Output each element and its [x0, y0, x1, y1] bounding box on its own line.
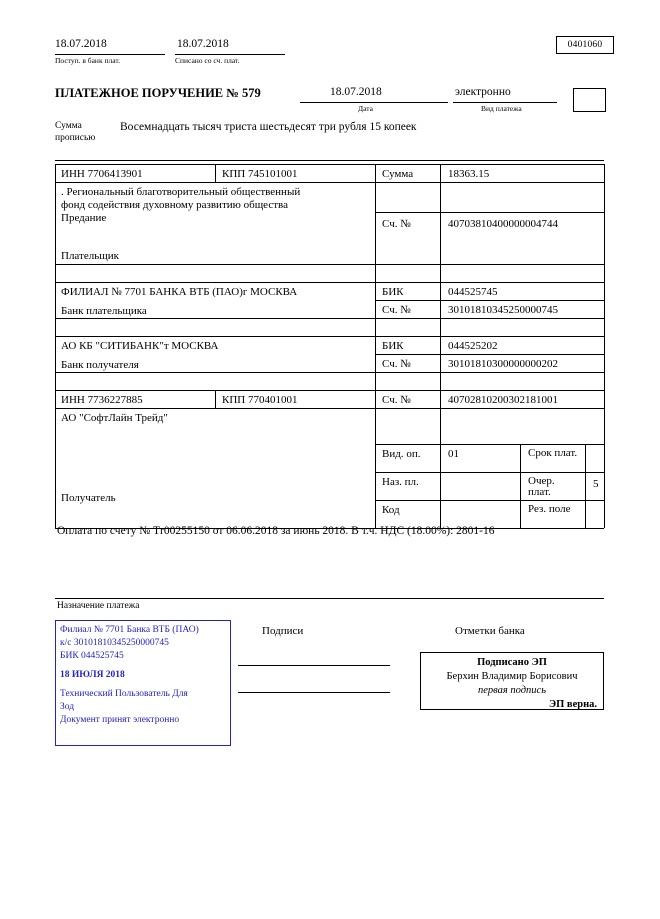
- stamp-line3: БИК 044525745: [60, 651, 124, 661]
- amount-in-words-rule: [55, 160, 604, 161]
- grid-vrule-inn-kpp2: [215, 390, 216, 408]
- payee-kpp: [218, 392, 368, 409]
- sum-value: 18363.15: [448, 168, 490, 180]
- amount-words-label-line2: прописью: [55, 133, 96, 143]
- payer-bank-account-label: Сч. №: [382, 304, 411, 316]
- payer-inn-value: 7706413901: [87, 168, 143, 180]
- payee-bank-bik-label: БИК: [382, 340, 404, 352]
- ep-title: Подписано ЭП: [477, 657, 547, 668]
- amount-words-label: [55, 120, 95, 144]
- vid-op-value: 01: [448, 448, 459, 460]
- payee-kpp-value: 770401001: [247, 394, 298, 406]
- payer-bank-bik-value: 044525745: [448, 286, 498, 298]
- written-off-date-caption: Списано со сч. плат.: [175, 56, 240, 65]
- payer-bank-bik-label: БИК: [382, 286, 404, 298]
- grid-vrule-details-mid: [520, 444, 521, 528]
- document-date-caption: Дата: [358, 104, 373, 113]
- payment-purpose-text: Оплата по счету № Тr00255150 от 06.06.2018 за июнь 2018. В т.ч. НДС (18.00%): 2801-16: [57, 525, 495, 537]
- payer-kpp: [218, 166, 368, 183]
- received-date-rule: [55, 54, 165, 55]
- grid-rule-details-top: [375, 444, 604, 445]
- kod-value: [444, 502, 516, 506]
- payer-inn: [57, 166, 213, 183]
- payment-purpose-rule: [55, 598, 604, 599]
- ocher-plat-label-text: Очер. плат.: [528, 475, 555, 498]
- bank-electronic-stamp: [55, 620, 231, 746]
- naz-pl-value: [444, 474, 516, 478]
- ep-valid: ЭП верна.: [548, 699, 597, 710]
- payer-caption: Плательщик: [61, 250, 119, 262]
- payee-caption: Получатель: [61, 492, 116, 504]
- amount-words-label-line1: Сумма: [55, 121, 82, 131]
- payee-bank-name: АО КБ "СИТИБАНК"т МОСКВА: [61, 340, 219, 352]
- stamp-line4: 18 ИЮЛЯ 2018: [60, 670, 125, 680]
- ep-sign-note: первая подпись: [477, 685, 546, 696]
- payment-kind-rule: [453, 102, 557, 103]
- payee-bank-account-value: 30101810300000000202: [448, 358, 558, 370]
- payer-name-line1: . Региональный благотворительный общественный: [61, 186, 301, 198]
- payee-account-label: Сч. №: [382, 394, 411, 406]
- grid-vrule-left: [55, 164, 56, 528]
- grid-vrule-right: [604, 164, 605, 528]
- grid-vrule-inn-kpp: [215, 164, 216, 182]
- received-date-caption: Поступ. в банк плат.: [55, 56, 120, 65]
- main-grid: [55, 164, 604, 516]
- payee-bank-account-label: Сч. №: [382, 358, 411, 370]
- rez-pole-label-text: Рез. поле: [528, 503, 571, 515]
- payer-account-value: 40703810400000004744: [448, 218, 558, 230]
- grid-vrule-details-right: [585, 444, 586, 528]
- stamp-line5: Технический Пользователь Для: [60, 689, 188, 699]
- grid-rule-details-2: [375, 500, 604, 501]
- amount-in-words: Восемнадцать тысяч триста шестьдесят три рубля 15 копеек: [120, 121, 417, 133]
- payee-account-value: 40702810200302181001: [448, 394, 558, 406]
- bank-marks-caption: Отметки банка: [455, 625, 525, 637]
- payment-kind-caption: Вид платежа: [481, 104, 522, 113]
- written-off-date: 18.07.2018: [177, 38, 229, 50]
- received-date: 18.07.2018: [55, 38, 107, 50]
- signatures-caption: Подписи: [262, 625, 304, 637]
- srok-plat-label: [524, 446, 582, 461]
- stamp-line2: к/с 30101810345250000745: [60, 638, 169, 648]
- payment-purpose-caption: Назначение платежа: [57, 601, 140, 611]
- payer-bank-account-value: 30101810345250000745: [448, 304, 558, 316]
- payee-inn: [57, 392, 213, 409]
- ep-name: Берхин Владимир Борисович: [446, 671, 578, 682]
- payer-inn-label: ИНН: [61, 168, 85, 180]
- vid-op-label: Вид. оп.: [382, 448, 421, 460]
- payment-kind: электронно: [455, 86, 511, 98]
- payer-name-line3: Предание: [61, 212, 107, 224]
- grid-rule-payee-top: [55, 390, 604, 391]
- payee-inn-label: ИНН: [61, 394, 85, 406]
- signature-rule-2: [238, 692, 390, 693]
- payee-bank-bik-value: 044525202: [448, 340, 498, 352]
- grid-rule-top: [55, 164, 604, 165]
- electronic-signature-box: [420, 652, 604, 710]
- page-title: ПЛАТЕЖНОЕ ПОРУЧЕНИЕ № 579: [55, 86, 261, 100]
- payer-bank-name: ФИЛИАЛ № 7701 БАНКА ВТБ (ПАО)г МОСКВА: [61, 286, 298, 298]
- sum-label: Сумма: [382, 168, 414, 180]
- payee-bank-caption: Банк получателя: [61, 359, 139, 371]
- signature-rule-1: [238, 665, 390, 666]
- rez-pole-label: [524, 502, 582, 517]
- form-code-box: 0401060: [556, 36, 614, 54]
- grid-rule-payeebank-top: [55, 336, 604, 337]
- payer-account-label: Сч. №: [382, 218, 411, 230]
- srok-plat-label-text: Срок плат.: [528, 447, 578, 459]
- srok-plat-value: [588, 446, 602, 450]
- stamp-line6: Зод: [60, 702, 75, 712]
- payer-name-line2: фонд содействия духовному развитию общества: [61, 199, 288, 211]
- written-off-date-rule: [175, 54, 285, 55]
- ocher-plat-value: 5: [593, 478, 599, 490]
- kod-label: Код: [382, 504, 400, 516]
- payment-kind-code-box: [573, 88, 606, 112]
- grid-vrule-mid: [375, 164, 376, 528]
- payer-kpp-value: 745101001: [247, 168, 298, 180]
- ocher-plat-label: [524, 474, 582, 500]
- payer-name: [57, 184, 372, 227]
- rez-pole-value: [588, 502, 602, 506]
- grid-vrule-details-labels: [440, 444, 441, 528]
- payee-kpp-label: КПП: [222, 394, 246, 406]
- grid-rule-payerbank-top: [55, 282, 604, 283]
- stamp-line1: Филиал № 7701 Банка ВТБ (ПАО): [60, 625, 199, 635]
- document-date-rule: [300, 102, 448, 103]
- payee-inn-value: 7736227885: [87, 394, 143, 406]
- payer-kpp-label: КПП: [222, 168, 246, 180]
- document-date: 18.07.2018: [330, 86, 382, 98]
- stamp-line7: Документ принят электронно: [60, 715, 180, 725]
- grid-vrule-labels: [440, 164, 441, 444]
- naz-pl-label: Наз. пл.: [382, 476, 419, 488]
- grid-rule-details-1: [375, 472, 604, 473]
- grid-rule-acc-row: [375, 212, 604, 213]
- payee-name: АО "СофтЛайн Трейд": [61, 412, 168, 424]
- payer-bank-caption: Банк плательщика: [61, 305, 147, 317]
